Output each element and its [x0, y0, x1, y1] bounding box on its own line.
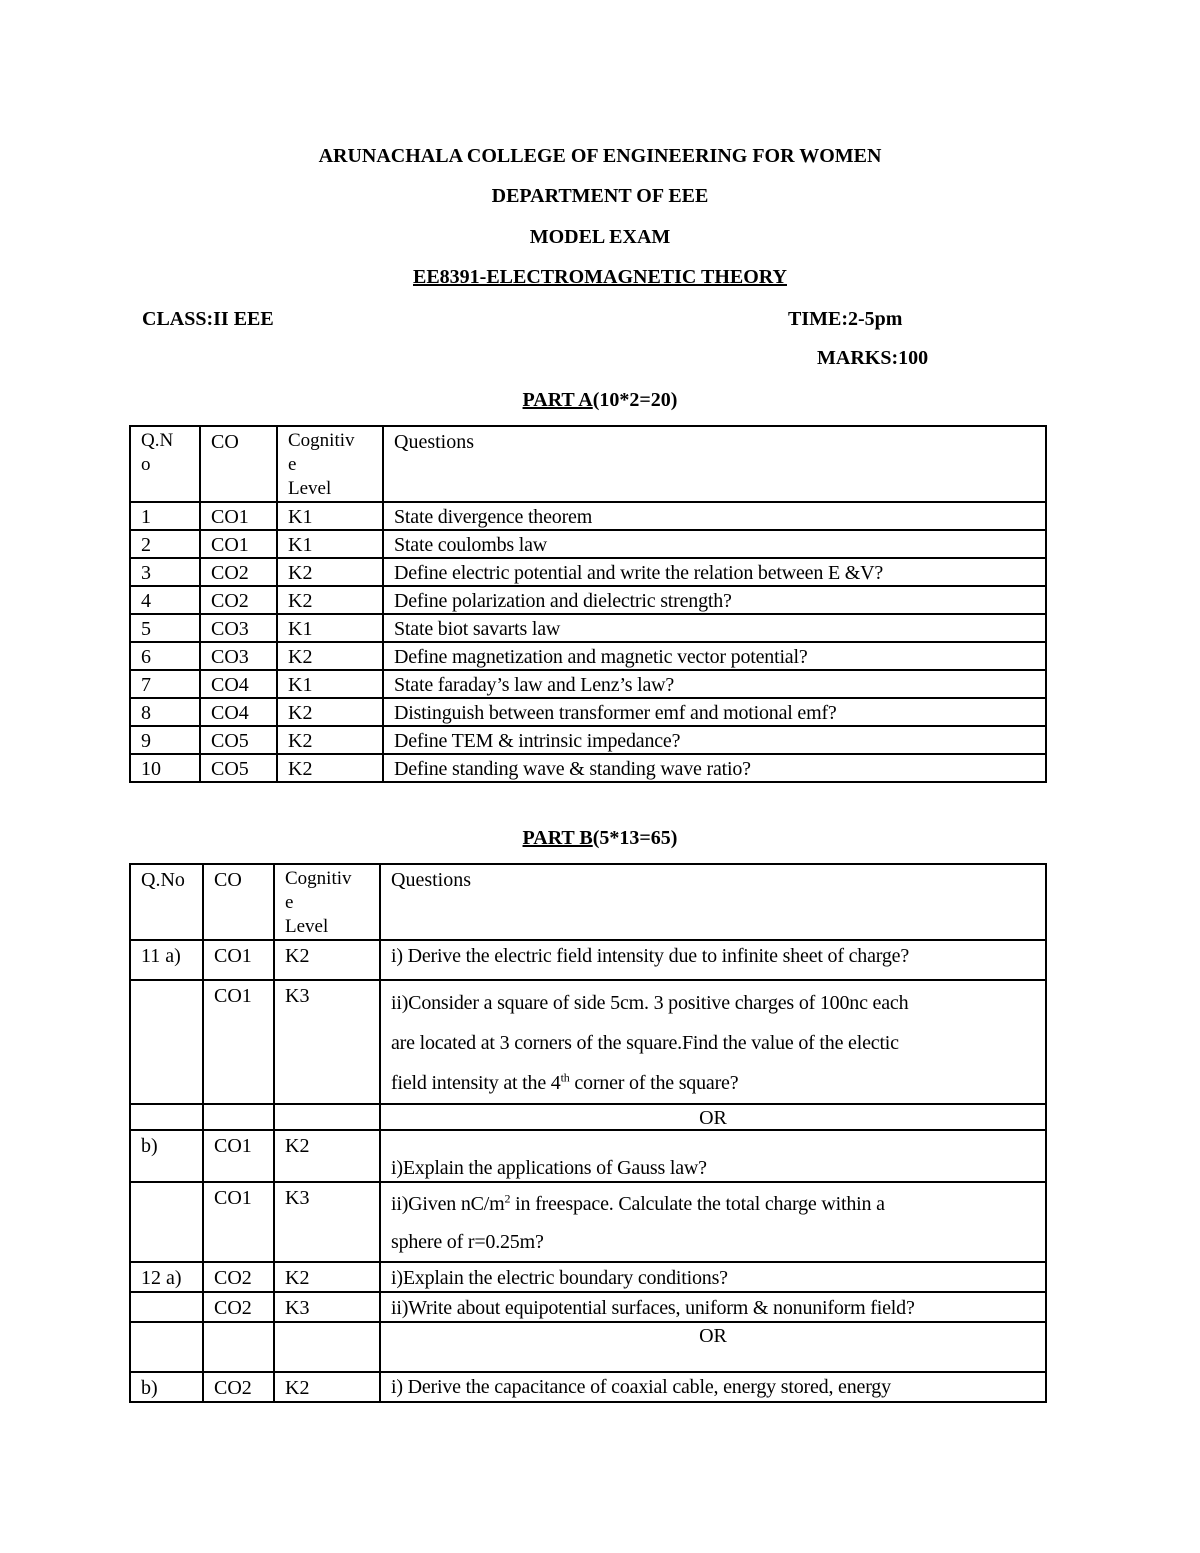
- level-cell: K2: [277, 558, 383, 586]
- co-cell: CO2: [203, 1262, 274, 1292]
- part-a-table: [129, 425, 1047, 783]
- level-cell: K2: [277, 726, 383, 754]
- level-cell: K1: [277, 670, 383, 698]
- co-cell: CO1: [203, 940, 274, 980]
- qno-cell: b): [130, 1372, 203, 1402]
- co-cell: CO4: [200, 698, 277, 726]
- level-cell: K2: [277, 754, 383, 782]
- co-cell: CO1: [200, 530, 277, 558]
- time-label: TIME:2-5pm: [788, 308, 903, 330]
- level-cell: K3: [274, 1292, 380, 1322]
- table-row: [130, 530, 1046, 558]
- part-b-title: PART B(5*13=65): [522, 827, 678, 849]
- level-cell: [274, 1104, 380, 1130]
- co-cell: CO2: [200, 558, 277, 586]
- question-cell: Define standing wave & standing wave ratio?: [383, 754, 1046, 782]
- co-cell: CO2: [200, 586, 277, 614]
- qno-cell: 12 a): [130, 1262, 203, 1292]
- table-row: [130, 1182, 1046, 1262]
- question-cell: State divergence theorem: [383, 502, 1046, 530]
- table-row: [130, 754, 1046, 782]
- co-header: CO: [200, 426, 277, 502]
- subject-title: EE8391-ELECTROMAGNETIC THEORY: [413, 266, 787, 288]
- table-row: [130, 726, 1046, 754]
- level-cell: [274, 1322, 380, 1372]
- qno-cell: 9: [130, 726, 200, 754]
- qno-cell: 4: [130, 586, 200, 614]
- question-cell: State coulombs law: [383, 530, 1046, 558]
- qno-cell: 6: [130, 642, 200, 670]
- table-row: [130, 1292, 1046, 1322]
- co-cell: CO3: [200, 614, 277, 642]
- level-cell: K2: [274, 940, 380, 980]
- question-cell: i) Derive the electric field intensity due to infinite sheet of charge?: [380, 940, 1046, 980]
- level-cell: K1: [277, 614, 383, 642]
- level-cell: K2: [274, 1130, 380, 1182]
- co-cell: CO5: [200, 726, 277, 754]
- qno-cell: 8: [130, 698, 200, 726]
- question-cell: i)Explain the applications of Gauss law?: [380, 1130, 1046, 1182]
- table-row: [130, 558, 1046, 586]
- question-cell: Define magnetization and magnetic vector potential?: [383, 642, 1046, 670]
- table-row: [130, 642, 1046, 670]
- level-cell: K2: [277, 642, 383, 670]
- table-row: [130, 1322, 1046, 1372]
- table-row: [130, 980, 1046, 1104]
- qno-header: Q.No: [130, 864, 203, 940]
- qno-cell: [130, 1322, 203, 1372]
- question-cell: ii)Given $nC/m^2$ in freespace. Calculate the total charge within a sphere of r=0.25m?: [380, 1182, 1046, 1262]
- co-cell: [203, 1104, 274, 1130]
- marks-label: MARKS:100: [817, 347, 929, 369]
- co-cell: CO1: [200, 502, 277, 530]
- qno-cell: 10: [130, 754, 200, 782]
- co-cell: CO2: [203, 1372, 274, 1402]
- level-cell: K2: [274, 1262, 380, 1292]
- question-cell: Define polarization and dielectric strength?: [383, 586, 1046, 614]
- table-row: [130, 502, 1046, 530]
- qno-cell: b): [130, 1130, 203, 1182]
- table-header-row: [130, 864, 1046, 940]
- level-cell: K2: [277, 586, 383, 614]
- co-cell: CO2: [203, 1292, 274, 1322]
- co-cell: CO5: [200, 754, 277, 782]
- college-name: ARUNACHALA COLLEGE OF ENGINEERING FOR WOMEN: [318, 145, 882, 167]
- qno-cell: 7: [130, 670, 200, 698]
- question-cell: Define TEM & intrinsic impedance?: [383, 726, 1046, 754]
- level-cell: K1: [277, 502, 383, 530]
- question-cell: ii)Write about equipotential surfaces, uniform & nonuniform field?: [380, 1292, 1046, 1322]
- level-cell: K2: [277, 698, 383, 726]
- class-label: CLASS:II EEE: [142, 308, 274, 330]
- qno-cell: 1: [130, 502, 200, 530]
- level-cell: K2: [274, 1372, 380, 1402]
- table-row: [130, 586, 1046, 614]
- level-header: Cognitiv e Level: [277, 426, 383, 502]
- question-cell: Define electric potential and write the relation between E &V?: [383, 558, 1046, 586]
- co-cell: CO1: [203, 1130, 274, 1182]
- question-cell: i) Derive the capacitance of coaxial cable, energy stored, energy: [380, 1372, 1046, 1402]
- exam-title: MODEL EXAM: [529, 226, 671, 248]
- table-header-row: [130, 426, 1046, 502]
- level-cell: K3: [274, 980, 380, 1104]
- co-header: CO: [203, 864, 274, 940]
- question-cell: i)Explain the electric boundary conditions?: [380, 1262, 1046, 1292]
- qno-cell: 3: [130, 558, 200, 586]
- or-separator: OR: [380, 1322, 1046, 1372]
- qno-cell: 5: [130, 614, 200, 642]
- co-cell: CO1: [203, 1182, 274, 1262]
- qno-cell: 2: [130, 530, 200, 558]
- question-cell: Distinguish between transformer emf and motional emf?: [383, 698, 1046, 726]
- qno-cell: [130, 980, 203, 1104]
- table-row: [130, 940, 1046, 980]
- co-cell: [203, 1322, 274, 1372]
- question-cell: State biot savarts law: [383, 614, 1046, 642]
- qno-cell: 11 a): [130, 940, 203, 980]
- qno-cell: [130, 1182, 203, 1262]
- level-header: Cognitiv e Level: [274, 864, 380, 940]
- table-row: [130, 1262, 1046, 1292]
- qno-cell: [130, 1104, 203, 1130]
- part-a-title: PART A(10*2=20): [522, 389, 678, 411]
- level-cell: K3: [274, 1182, 380, 1262]
- table-row: [130, 670, 1046, 698]
- level-cell: K1: [277, 530, 383, 558]
- questions-header: Questions: [380, 864, 1046, 940]
- qno-cell: [130, 1292, 203, 1322]
- questions-header: Questions: [383, 426, 1046, 502]
- table-row: [130, 1104, 1046, 1130]
- question-cell: State faraday’s law and Lenz’s law?: [383, 670, 1046, 698]
- co-cell: CO1: [203, 980, 274, 1104]
- or-separator: OR: [380, 1104, 1046, 1130]
- table-row: [130, 698, 1046, 726]
- table-row: [130, 1372, 1046, 1402]
- table-row: [130, 1130, 1046, 1182]
- department: DEPARTMENT OF EEE: [491, 185, 709, 207]
- question-cell: ii)Consider a square of side 5cm. 3 positive charges of 100nc each are located at 3 corners of the square.Find the value of the electic field intensity at the 4th corner of the square?: [380, 980, 1046, 1104]
- co-cell: CO3: [200, 642, 277, 670]
- co-cell: CO4: [200, 670, 277, 698]
- part-b-table: [129, 863, 1047, 1403]
- table-row: [130, 614, 1046, 642]
- qno-header: Q.N o: [130, 426, 200, 502]
